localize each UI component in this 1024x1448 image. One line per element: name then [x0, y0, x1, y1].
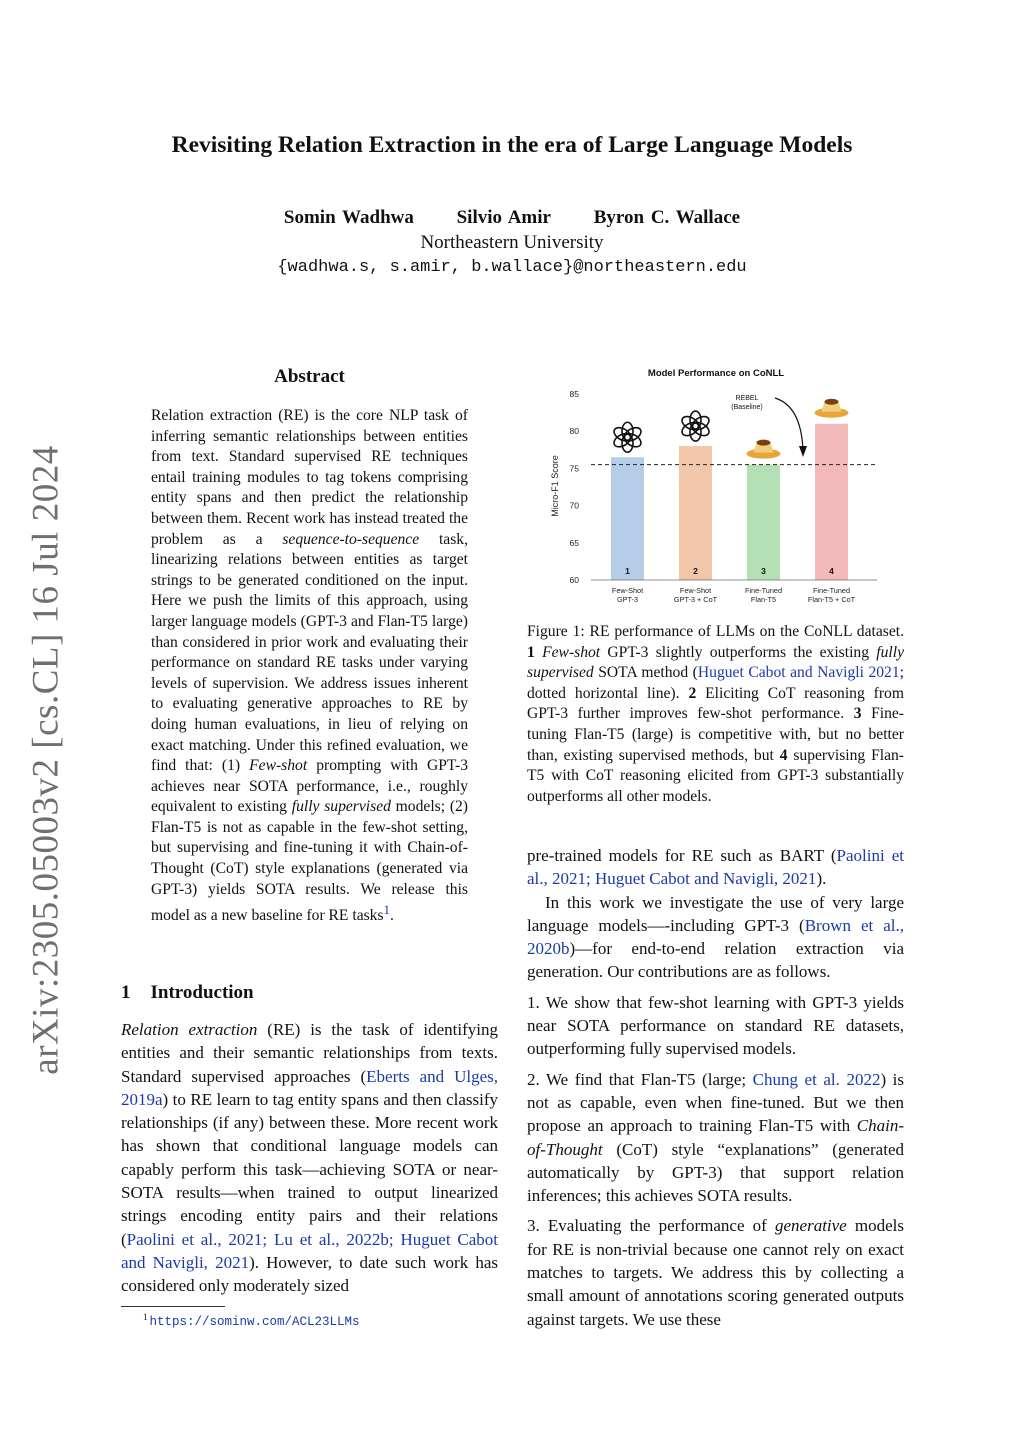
footnote: $^1$ https://sominw.com/ACL23LLMs	[143, 1312, 360, 1330]
abstract-body: Relation extraction (RE) is the core NLP task of inferring semantic relationships between entities from text. Standard supervised RE techniques entail training modules to tag tokens comprising entity spans and then predict the relationship between them. Recent work has instead treated the problem as a sequence-to-sequence task, linearizing relations between entities as target strings to be generated conditioned on the input. Here we push the limits of this approach, using larger language models (GPT-3 and Flan-T5 large) than considered in prior work and evaluating their performance on standard RE tasks under varying levels of supervision. We address issues inherent to evaluating generative approaches to RE by doing human evaluations, in lieu of relying on exact matching. Under this refined evaluation, we find that: (1) Few-shot prompting with GPT-3 achieves near SOTA performance, i.e., roughly equivalent to existing fully supervised models; (2) Flan-T5 is not as capable in the few-shot setting, but supervising and fine-tuning it with Chain-of-Thought (CoT) style explanations (generated via GPT-3) yields SOTA results. We release this model as a new baseline for RE tasks$^1$.	[151, 407, 469, 925]
x-tick-label-sub: GPT-3	[616, 595, 639, 604]
author-name: Byron C. Wallace	[593, 207, 741, 228]
performance-chart	[527, 362, 905, 610]
arxiv-stamp: arXiv:2305.05003v2 [cs.CL] 16 Jul 2024	[25, 445, 67, 1075]
bar	[611, 457, 644, 580]
bar-number-label: 2	[693, 566, 698, 576]
citation-link[interactable]: Eberts and Ulges, 2019a	[121, 1066, 498, 1109]
bar-number-label: 4	[829, 566, 834, 576]
citation-link[interactable]: Brown et al., 2020b	[527, 915, 904, 959]
x-tick-label-sub: GPT-3 + CoT	[673, 595, 718, 604]
y-tick-label: 80	[569, 426, 579, 437]
affiliation: Northeastern University	[420, 232, 604, 253]
flan-dessert-icon	[815, 399, 849, 418]
x-tick-label: Fine-Tuned	[744, 586, 783, 595]
y-tick-label: 65	[569, 537, 579, 548]
abstract-heading: Abstract	[274, 366, 345, 387]
bar	[679, 446, 712, 580]
citation-link[interactable]: Huguet Cabot and Navigli 2021	[697, 664, 900, 682]
baseline-label-sub: (Baseline)	[731, 404, 763, 411]
x-tick-label-sub: Flan-T5	[750, 595, 777, 604]
footnote-rule	[121, 1306, 225, 1307]
citation-link[interactable]: Paolini et al., 2021; Huguet Cabot and Navigli, 2021	[527, 846, 904, 889]
paragraph: In this work we investigate the use of very large language models—-including GPT-3 (Brown et al., 2020b)—for end-to-end relation extraction via generation. Our contributions are as follows.	[527, 892, 904, 982]
contribution-item: 2. We find that Flan-T5 (large; Chung et al. 2022) is not as capable, even when fine-tuned. But we then propose an approach to training Flan-T5 with Chain-of-Thought (CoT) style “explanations” (generated automatically by GPT-3) that support relation inferences; this achieves SOTA results.	[527, 1069, 905, 1206]
bar	[815, 424, 848, 580]
paper-title: Revisiting Relation Extraction in the era of Large Language Models	[171, 132, 853, 158]
baseline-label: REBEL	[735, 395, 759, 402]
paragraph: pre-trained models for RE such as BART (Paolini et al., 2021; Huguet Cabot and Navigli, 2021).	[527, 846, 904, 889]
y-tick-label: 75	[569, 463, 579, 474]
author-name: Silvio Amir	[456, 207, 551, 228]
openai-logo-icon	[680, 411, 711, 441]
footnote-url[interactable]: https://sominw.com/ACL23LLMs	[149, 1315, 360, 1330]
chart-title: Model Performance on CoNLL	[647, 368, 785, 379]
figure-caption: Figure 1: RE performance of LLMs on the CoNLL dataset. 1 Few-shot GPT-3 slightly outperforms the existing fully supervised SOTA method (Huguet Cabot and Navigli 2021; dotted horizontal line). 2 Eliciting CoT reasoning from GPT-3 further improves few-shot performance. 3 Fine-tuning Flan-T5 (large) is competitive with, but no better than, existing supervised methods, but 4 supervising Flan-T5 with CoT reasoning elicited from GPT-3 substantially outperforms all other models.	[527, 623, 905, 805]
flan-dessert-icon	[747, 440, 781, 459]
right-column-body	[527, 844, 904, 1338]
contribution-item: 1. We show that few-shot learning with GPT-3 yields near SOTA performance on standard RE datasets, outperforming fully supervised models.	[527, 992, 904, 1059]
author-name: Somin Wadhwa	[283, 207, 414, 228]
baseline-arrowhead	[799, 446, 807, 457]
x-tick-label: Few-Shot	[679, 586, 712, 595]
section-heading: 1 Introduction	[121, 982, 254, 1003]
caramel-icon-part	[757, 440, 771, 446]
baseline-arrow	[775, 398, 803, 450]
intro-body: Relation extraction (RE) is the task of identifying entities and their semantic relationships from texts. Standard supervised approaches (Eberts and Ulges, 2019a) to RE learn to tag entity spans and then classify relationships (if any) between these. More recent work has shown that conditional language models can capably perform this task—achieving SOTA or near-SOTA results—when trained to output linearized strings encoding entity pairs and their relations (Paolini et al., 2021; Lu et al., 2022b; Huguet Cabot and Navigli, 2021). However, to date such work has considered only moderately sized	[121, 1020, 498, 1296]
y-tick-label: 70	[569, 500, 579, 511]
openai-logo-icon	[612, 422, 643, 452]
citation-link[interactable]: Paolini et al., 2021; Lu et al., 2022b; Huguet Cabot and Navigli, 2021	[121, 1229, 498, 1272]
y-axis-label: Micro-F1 Score	[550, 455, 560, 517]
caramel-icon-part	[825, 399, 839, 405]
x-tick-label: Few-Shot	[611, 586, 644, 595]
x-tick-label: Fine-Tuned	[812, 586, 851, 595]
y-tick-label: 60	[569, 575, 579, 585]
contribution-item: 3. Evaluating the performance of generative models for RE is non-trivial because one cannot rely on exact matches to targets. We address this by collecting a small amount of annotations scoring generated outputs against targets. We use these	[527, 1216, 904, 1329]
bar-number-label: 1	[625, 566, 630, 576]
author-emails: {wadhwa.s, s.amir, b.wallace}@northeastern.edu	[277, 258, 747, 277]
bar-number-label: 3	[761, 566, 766, 576]
footnote-link[interactable]: 1	[383, 902, 391, 918]
bar	[747, 465, 780, 580]
x-tick-label-sub: Flan-T5 + CoT	[807, 595, 856, 604]
y-tick-label: 85	[569, 389, 579, 399]
citation-link[interactable]: Chung et al. 2022	[752, 1069, 881, 1089]
author-list	[0, 207, 1024, 229]
